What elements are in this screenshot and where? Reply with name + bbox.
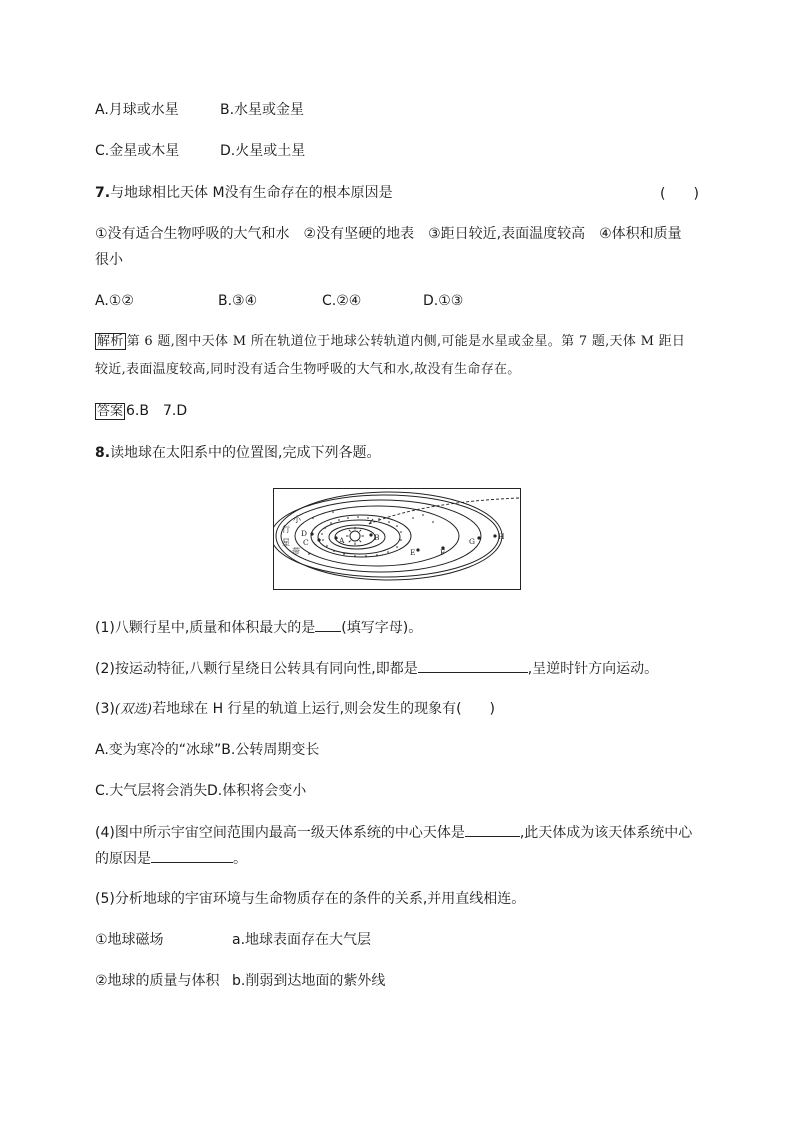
planet-label-d: D xyxy=(301,529,308,538)
match-right-1[interactable]: a.地球表面存在大气层 xyxy=(232,932,372,948)
belt-label-3: 星 xyxy=(282,538,290,547)
q7-option-d: D.①③ xyxy=(423,293,464,309)
planet-d-dot xyxy=(310,532,313,535)
q8-stem xyxy=(95,443,381,463)
q7-option-b: B.③④ xyxy=(218,293,258,309)
q8-part-3 xyxy=(95,699,495,720)
q6-option-c: C.金星或木星 xyxy=(95,143,180,159)
analysis-text-1: 第 6 题,图中天体 M 所在轨道位于地球公转轨道内侧,可能是水星或金星。第 7 题,天体 M 距日 xyxy=(126,334,686,349)
solar-system-diagram xyxy=(273,488,521,590)
q7-options-row xyxy=(95,291,463,311)
q8-part-5: (5)分析地球的宇宙环境与生命物质存在的条件的关系,并用直线相连。 xyxy=(95,891,526,907)
answer-tag: 答案 xyxy=(97,404,124,419)
q8-part-1-text: (1)八颗行星中,质量和体积最大的是 xyxy=(95,620,316,636)
q7-option-a: A.①② xyxy=(95,293,134,309)
q8-part-3-options-1 xyxy=(95,740,319,760)
q8-part-4-blank-2[interactable] xyxy=(151,848,233,863)
q7-statements-line-2: 很小 xyxy=(95,252,123,268)
planet-label-b: B xyxy=(374,533,380,542)
planet-label-c: C xyxy=(303,538,309,547)
q8-part-2-text: (2)按运动特征,八颗行星绕日公转具有同向性,即都是 xyxy=(95,661,418,677)
q8-part-4-blank-1[interactable] xyxy=(465,822,520,837)
match-left-2[interactable]: ②地球的质量与体积 xyxy=(95,973,220,989)
planet-b-dot xyxy=(369,533,372,536)
q8-stem-text: 读地球在太阳系中的位置图,完成下列各题。 xyxy=(110,445,381,461)
q8-part-3-option-d: D.体积将会变小 xyxy=(207,783,307,799)
match-row-1 xyxy=(95,930,371,950)
q8-part-1-suffix: (填写字母)。 xyxy=(341,620,423,636)
q8-part-1 xyxy=(95,617,422,638)
belt-label-1: 小 xyxy=(293,515,301,524)
match-right-2[interactable]: b.削弱到达地面的紫外线 xyxy=(232,973,386,989)
answer-text: 6.B 7.D xyxy=(126,403,188,419)
analysis-tag: 解析 xyxy=(97,334,124,349)
q8-part-4-line-2 xyxy=(95,848,247,869)
belt-label-2: 行 xyxy=(282,525,290,534)
q6-option-b: B.水星或金星 xyxy=(220,102,305,118)
q8-part-3-tag: (双选) xyxy=(114,702,153,717)
q8-part-4-text: (4)图中所示宇宙空间范围内最高一级天体系统的中心天体是 xyxy=(95,825,465,841)
q8-part-3-text: 若地球在 H 行星的轨道上运行,则会发生的现象有( ) xyxy=(152,701,495,717)
q8-part-1-blank[interactable] xyxy=(315,617,341,632)
analysis-line-2: 较近,表面温度较高,同时没有适合生物呼吸的大气和水,故没有生命存在。 xyxy=(95,362,521,377)
q6-options-row-2 xyxy=(95,141,305,161)
q8-part-4-line-2-suffix: 。 xyxy=(233,851,247,867)
q6-option-d: D.火星或土星 xyxy=(220,143,306,159)
planet-label-h: H xyxy=(498,532,505,541)
planet-e-dot xyxy=(416,548,419,551)
q8-part-3-option-c: C.大气层将会消失 xyxy=(95,783,208,799)
q8-part-4-line-1 xyxy=(95,822,692,843)
q8-part-2-suffix: ,呈逆时针方向运动。 xyxy=(527,661,659,677)
q7-option-c: C.②④ xyxy=(322,293,362,309)
q7-stem xyxy=(95,183,393,203)
diagram-frame xyxy=(274,489,521,590)
analysis-line-1 xyxy=(95,332,685,352)
q7-number: 7. xyxy=(95,185,111,201)
q7-stem-text: 与地球相比天体 M没有生命存在的根本原因是 xyxy=(110,185,393,201)
planet-label-g: G xyxy=(469,537,475,546)
answer-line xyxy=(95,401,187,422)
planet-label-e: E xyxy=(410,548,416,557)
planet-g-dot xyxy=(477,536,480,539)
planet-h-dot xyxy=(493,534,496,537)
q6-options-row-1 xyxy=(95,100,304,120)
match-row-2 xyxy=(95,971,385,991)
q7-answer-paren: ( ) xyxy=(660,186,699,202)
q8-part-3-option-a: A.变为寒冷的“冰球” xyxy=(95,742,222,758)
q8-part-3-option-b: B.公转周期变长 xyxy=(221,742,320,758)
q7-statements-line-1: ①没有适合生物呼吸的大气和水 ②没有坚硬的地表 ③距日较近,表面温度较高 ④体积和质量 xyxy=(95,226,682,242)
planet-label-f: F xyxy=(440,548,446,557)
q8-part-4-line-2-text: 的原因是 xyxy=(95,851,151,867)
q6-option-a: A.月球或水星 xyxy=(95,102,179,118)
q8-part-4-suffix: ,此天体成为该天体系统中心 xyxy=(519,825,693,841)
q8-part-3-num: (3) xyxy=(95,701,115,717)
belt-label-4: 带 xyxy=(292,547,300,556)
q8-part-2 xyxy=(95,658,658,679)
planet-a-dot xyxy=(334,536,337,539)
planet-c-dot xyxy=(317,538,320,541)
planet-label-a: A xyxy=(339,536,345,545)
q8-number: 8. xyxy=(95,445,111,461)
match-left-1[interactable]: ①地球磁场 xyxy=(95,932,164,948)
q8-part-2-blank[interactable] xyxy=(418,658,528,673)
q8-part-3-options-2 xyxy=(95,781,306,801)
